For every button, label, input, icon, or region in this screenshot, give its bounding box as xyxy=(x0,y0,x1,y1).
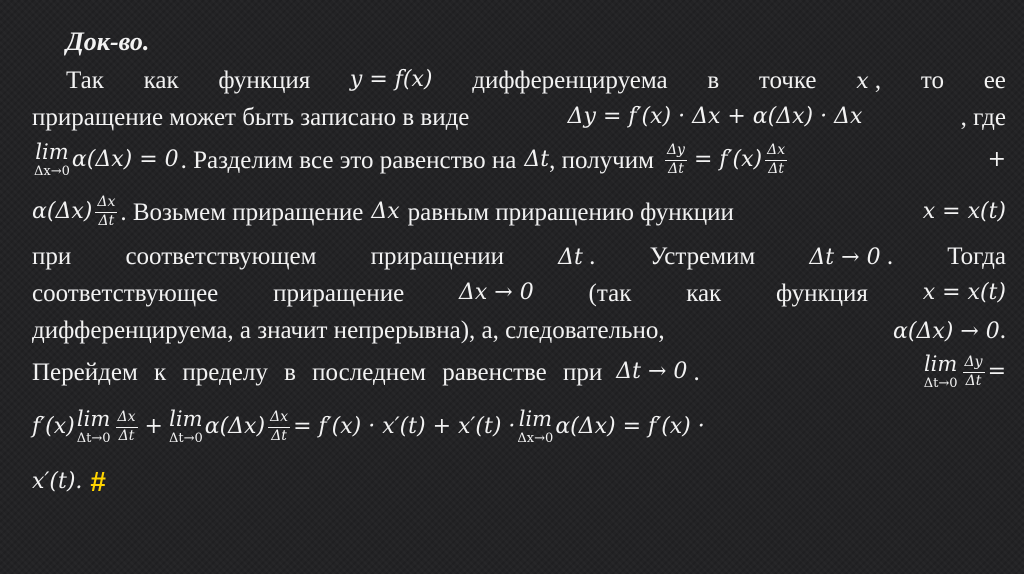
limit: lim Δt→0 xyxy=(923,352,958,391)
text: , где xyxy=(960,103,1006,131)
math-expression: + xyxy=(144,414,163,439)
math-expression: α(Δx) = f′(x) · xyxy=(555,414,705,439)
fraction: $\frac{\Delta x}{\Delta t}$ xyxy=(117,409,136,444)
limit: lim Δt→0 xyxy=(168,407,203,446)
text: приращении xyxy=(370,242,504,270)
text-line-2 xyxy=(32,97,1006,137)
fraction: $\frac{\Delta y}{\Delta t}$ xyxy=(964,354,983,389)
math-expression: α(Δx) xyxy=(32,199,93,224)
text: . xyxy=(693,358,700,386)
text-line-1 xyxy=(66,60,1006,100)
math-expression: = f′(x) xyxy=(693,147,763,172)
text: . xyxy=(589,242,596,270)
math-expression: x xyxy=(856,68,869,94)
text-line-8 xyxy=(32,352,1006,392)
text: . xyxy=(886,242,894,270)
text: , получим xyxy=(549,146,654,174)
text-line-6 xyxy=(32,273,1006,313)
text: функция xyxy=(218,66,311,94)
text: точке xyxy=(758,66,817,94)
math-expression: α(Δx) xyxy=(204,414,266,439)
limit: lim Δx→0 xyxy=(34,140,70,179)
math-expression: = xyxy=(987,359,1006,384)
math-expression: x′(t). xyxy=(32,469,83,494)
math-expression: Δt → 0 xyxy=(809,244,881,270)
math-expression: Δy = f′(x) · Δx + α(Δx) · Δx xyxy=(567,104,863,129)
math-expression: Δt xyxy=(558,244,583,270)
text: Перейдем к пределу в последнем равенстве при xyxy=(32,358,603,386)
text: ее xyxy=(983,66,1006,94)
text: Так xyxy=(66,66,104,94)
math-expression: = f′(x) · x′(t) + x′(t) · xyxy=(293,414,516,439)
math-expression: Δt xyxy=(524,147,550,172)
text: соответствующем xyxy=(125,242,317,270)
text-line-4 xyxy=(32,192,1006,232)
text-line-7 xyxy=(32,310,1006,350)
math-expression: x = x(t) xyxy=(922,280,1006,305)
text: функция xyxy=(776,279,868,307)
text: дифференцируема xyxy=(472,66,668,94)
text: . Разделим все это равенство на xyxy=(180,146,517,174)
fraction: $\frac{\Delta y}{\Delta t}$ xyxy=(666,142,685,177)
math-expression: Δx xyxy=(371,199,400,224)
text-line-5 xyxy=(32,236,1006,276)
math-expression: y = f(x) xyxy=(349,67,433,92)
math-expression: + xyxy=(987,147,1006,172)
text: . xyxy=(999,316,1006,344)
math-expression: f′(x) xyxy=(32,414,75,439)
text: равным приращению функции xyxy=(407,198,734,226)
text: как xyxy=(143,66,179,94)
text-line-3 xyxy=(32,140,1006,180)
text: Тогда xyxy=(947,242,1006,270)
fraction: $\frac{\Delta x}{\Delta t}$ xyxy=(270,409,289,444)
text: дифференцируема, а значит непрерывна), а, следовательно, xyxy=(32,316,665,344)
limit: lim Δt→0 xyxy=(76,407,111,446)
text: . Возьмем приращение xyxy=(120,198,364,226)
fraction: $\frac{\Delta x}{\Delta t}$ xyxy=(767,142,786,177)
text: Устремим xyxy=(649,242,756,270)
text-line-10 xyxy=(32,462,1006,502)
text: (так xyxy=(588,279,632,307)
math-expression: α(Δx) = 0 xyxy=(71,147,179,172)
end-of-proof-mark: # xyxy=(90,466,106,497)
text: соответствующее xyxy=(32,279,219,307)
text: как xyxy=(686,279,722,307)
proof-heading: Док-во. xyxy=(66,27,150,56)
text: приращение xyxy=(273,279,405,307)
text: то xyxy=(920,66,944,94)
math-expression: Δx → 0 xyxy=(459,280,534,305)
text: приращение может быть записано в виде xyxy=(32,103,470,131)
text: , xyxy=(874,66,882,94)
text-line-9 xyxy=(32,407,1006,447)
math-expression: α(Δx) → 0 xyxy=(893,318,1000,344)
limit: lim Δx→0 xyxy=(517,407,554,446)
text: в xyxy=(707,66,720,94)
math-expression: x = x(t) xyxy=(922,199,1006,224)
text: при xyxy=(32,242,72,270)
math-expression: Δt → 0 xyxy=(616,359,688,384)
fraction: $\frac{\Delta x}{\Delta t}$ xyxy=(97,194,116,229)
